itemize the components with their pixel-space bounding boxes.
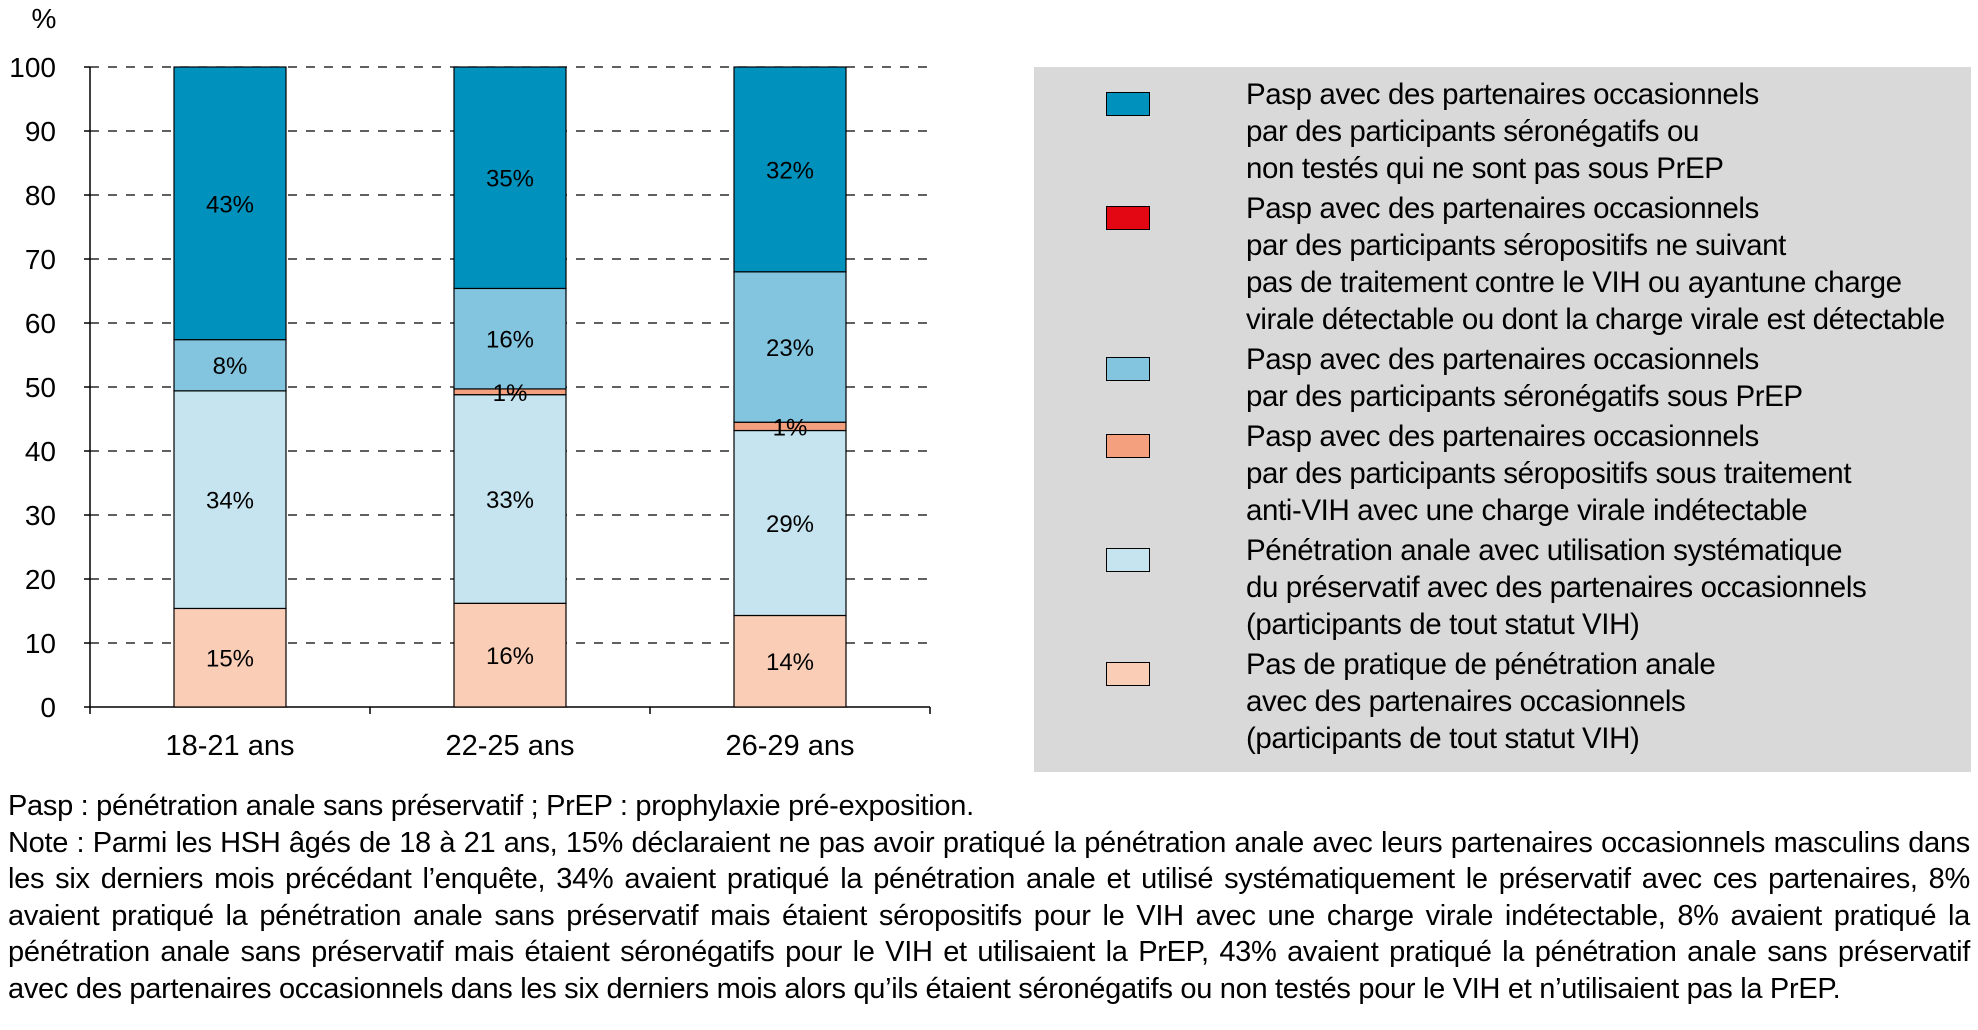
legend-label: Pasp avec des partenaires occasionnels par des participants séronégatifs ou non testés qui ne sont pas sous PrEP	[1246, 78, 1759, 185]
data-label: 32%	[765, 157, 815, 185]
legend-label: Pasp avec des partenaires occasionnels par des participants séronégatifs sous PrEP	[1246, 343, 1803, 413]
y-tick-label: 30	[24, 500, 56, 531]
y-tick-label: 40	[24, 436, 56, 467]
legend	[1034, 67, 1971, 772]
data-label: 23%	[765, 335, 815, 362]
data-label: 34%	[205, 487, 255, 515]
legend-swatch	[1106, 434, 1150, 458]
data-label: 33%	[485, 487, 535, 514]
x-category-label: 22-25 ans	[445, 730, 575, 762]
legend-label: Pasp avec des partenaires occasionnels par des participants séropositifs ne suivant pas de traitement contre le VIH ou ayantune charge virale détectable ou dont la charge virale est détectable	[1246, 192, 1945, 336]
legend-label: Pasp avec des partenaires occasionnels par des participants séropositifs sous traitement anti-VIH avec une charge virale indétectable	[1246, 420, 1852, 527]
chart-notes	[8, 788, 1970, 1007]
y-tick-label: 90	[24, 116, 56, 147]
legend-swatch	[1106, 662, 1150, 686]
legend-label: Pas de pratique de pénétration anale avec des partenaires occasionnels (participants de tout statut VIH)	[1246, 648, 1716, 755]
legend-swatch	[1106, 92, 1150, 116]
data-label: 14%	[765, 649, 815, 677]
explanatory-note: Note : Parmi les HSH âgés de 18 à 21 ans, 15% déclaraient ne pas avoir pratiqué la pénétration anale avec leurs partenaires occasionnels masculins dans les six derniers mois précédant l’enquête, 34% avaient pratiqué la pénétration anale et utilisé systématiquement le préservatif avec ces partenaires, 8% avaient pratiqué la pénétration anale sans préservatif mais étaient séropositifs pour le VIH avec une charge virale indétectable, 8% avaient pratiqué la pénétration anale sans préservatif mais étaient séronégatifs pour le VIH et utilisaient la PrEP, 43% avaient pratiqué la pénétration anale sans préservatif avec des partenaires occasionnels dans les six derniers mois alors qu’ils étaient séronégatifs ou non testés pour le VIH et n’utilisaient pas la PrEP.	[8, 826, 1970, 1005]
data-label: 35%	[485, 165, 535, 193]
y-tick-label: 70	[24, 244, 56, 275]
data-label: 29%	[765, 511, 815, 538]
abbreviations-note: Pasp : pénétration anale sans préservatif ; PrEP : prophylaxie pré-exposition.	[8, 790, 974, 822]
legend-swatch	[1106, 548, 1150, 572]
data-label: 16%	[485, 643, 535, 671]
data-label: 1%	[492, 379, 528, 407]
x-category-label: 26-29 ans	[725, 730, 855, 762]
legend-label: Pénétration anale avec utilisation systématique du préservatif avec des partenaires occasionnels (participants de tout statut VIH)	[1246, 534, 1867, 641]
data-label: 15%	[205, 645, 255, 673]
stacked-bar-chart	[0, 0, 1020, 785]
y-tick-label: 80	[24, 180, 56, 211]
y-tick-label: 60	[24, 308, 56, 339]
y-tick-label: 20	[24, 564, 56, 595]
y-tick-label: 10	[24, 628, 56, 659]
legend-swatch	[1106, 206, 1150, 230]
y-tick-label: 0	[40, 692, 56, 723]
data-label: 16%	[485, 326, 535, 354]
data-label: 1%	[772, 414, 808, 442]
y-tick-label: 100	[9, 52, 56, 83]
data-label: 8%	[212, 353, 248, 381]
data-label: 43%	[205, 191, 255, 219]
y-tick-label: 50	[24, 372, 56, 403]
x-category-label: 18-21 ans	[165, 730, 295, 762]
legend-swatch	[1106, 357, 1150, 381]
y-unit-label: %	[31, 3, 57, 34]
